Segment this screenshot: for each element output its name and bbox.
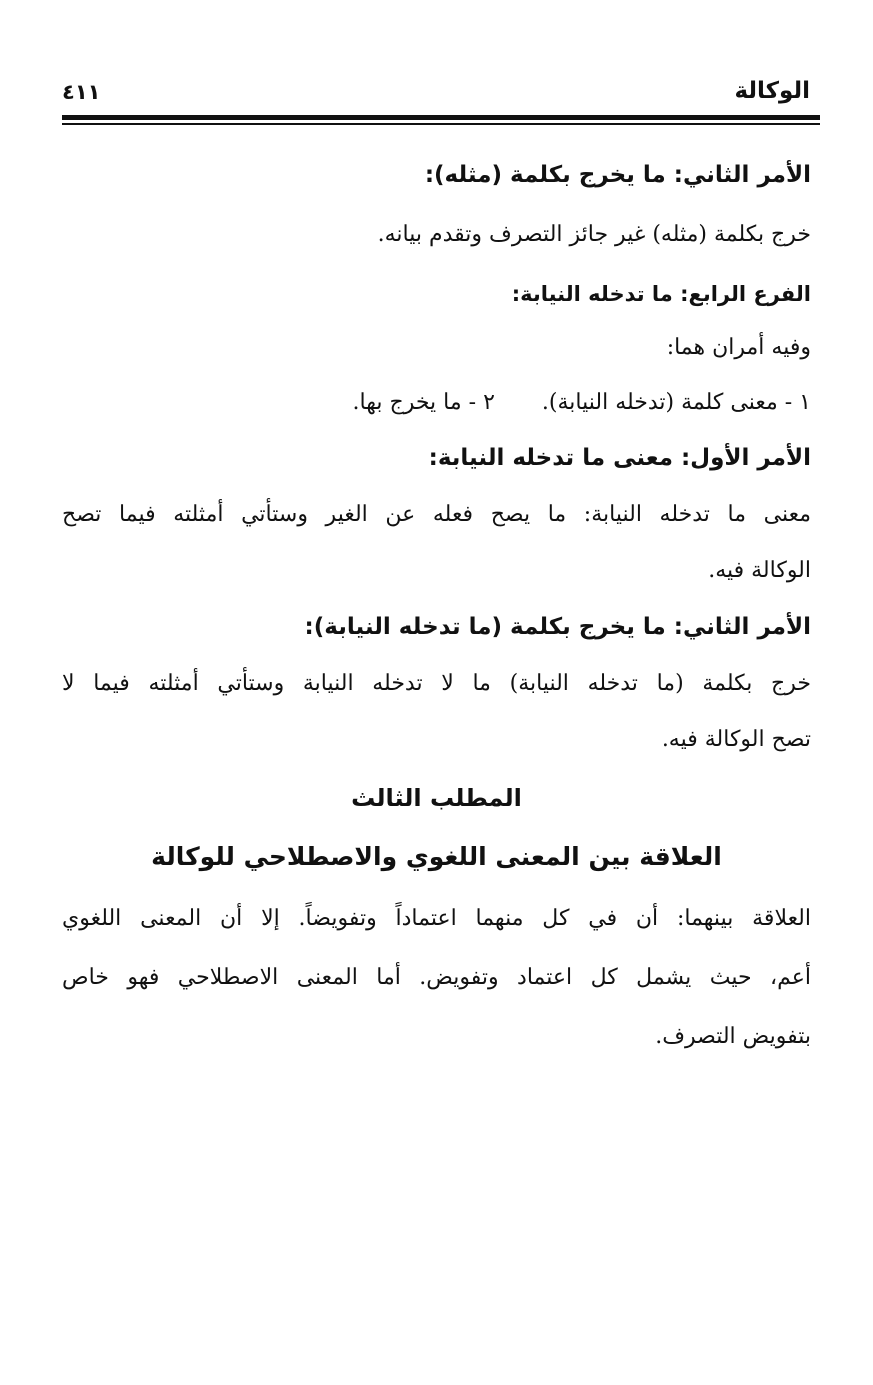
header-rule-thin [62,123,820,125]
heading-amr-awwal: الأمر الأول: معنى ما تدخله النيابة: [428,445,811,471]
paragraph-alaqa-line-3: بتفويض التصرف. [655,1024,811,1049]
numbered-list [353,386,811,420]
paragraph-mithluhu: خرج بكلمة (مثله) غير جائز التصرف وتقدم بيانه. [377,222,811,247]
section-title: المطلب الثالث [351,784,522,812]
heading-far-rabi: الفرع الرابع: ما تدخله النيابة: [511,282,811,306]
paragraph-alaqa-line-2: أعم، حيث يشمل كل اعتماد وتفويض. أما المعنى الاصطلاحي فهو خاص [62,965,811,990]
heading-amr-thani-mithluhu: الأمر الثاني: ما يخرج بكلمة (مثله): [424,162,811,188]
header-rule-thick [62,115,820,120]
running-title: الوكالة [734,78,810,104]
heading-amr-thani-niyaba: الأمر الثاني: ما يخرج بكلمة (ما تدخله النيابة): [304,614,811,640]
paragraph-mana-line-1: معنى ما تدخله النيابة: ما يصح فعله عن الغير وستأتي أمثلته فيما تصح [62,502,811,527]
list-item-1: ١ - معنى كلمة (تدخله النيابة). [541,390,811,415]
paragraph-kharaj-line-1: خرج بكلمة (ما تدخله النيابة) ما لا تدخله النيابة وستأتي أمثلته فيما لا [62,671,811,696]
section-subtitle: العلاقة بين المعنى اللغوي والاصطلاحي للوكالة [151,842,722,871]
page-header [62,78,810,108]
paragraph-alaqa-line-1: العلاقة بينهما: أن في كل منهما اعتماداً وتفويضاً. إلا أن المعنى اللغوي [62,906,811,931]
list-item-2: ٢ - ما يخرج بها. [352,390,495,415]
page-number: ٤١١ [62,80,101,104]
paragraph-mana-line-2: الوكالة فيه. [708,558,811,583]
paragraph-fihi-amran: وفيه أمران هما: [666,335,811,360]
paragraph-kharaj-line-2: تصح الوكالة فيه. [661,727,811,752]
